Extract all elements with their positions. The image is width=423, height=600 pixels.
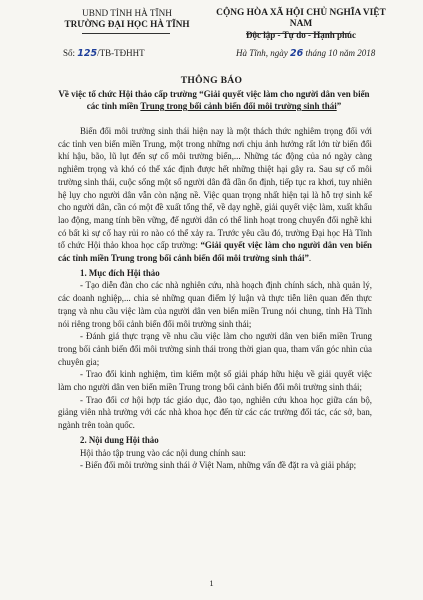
subject-end: ”: [336, 101, 342, 111]
agency-name: UBND TỈNH HÀ TĨNH: [82, 8, 172, 18]
intro-paragraph: [58, 125, 372, 265]
section-2-heading: 2. Nội dung Hội thảo: [80, 434, 159, 445]
motto-underline: [246, 33, 350, 34]
doc-no-handwritten: 125: [77, 48, 98, 59]
date-prefix: Hà Tĩnh, ngày: [236, 48, 288, 58]
school-name: TRƯỜNG ĐẠI HỌC HÀ TĨNH: [64, 19, 190, 29]
document-title: THÔNG BÁO: [180, 75, 243, 86]
document-number: [63, 48, 145, 59]
country-name: CỘNG HÒA XÃ HỘI CHỦ NGHĨA VIỆT NAM: [216, 8, 386, 29]
section-1-item: - Trao đổi kinh nghiệm, tìm kiếm một số giải pháp hữu hiệu về giải quyết việc làm cho người dân ven biển miền Trung trong bối cảnh biến đổi môi trường sinh thái;: [58, 369, 372, 393]
intro-bold-title: “Giải quyết việc làm cho người dân ven biển các tỉnh miền Trung trong bối cảnh biến đổi môi trường sinh thái”: [58, 240, 372, 264]
section-1-item: - Đánh giá thực trạng về nhu cầu việc làm cho người dân ven biển miền Trung trong bối cảnh biến đổi môi trường sinh thái trong thời gian qua, tham vấn góc nhìn của chuyên gia;: [58, 331, 372, 367]
national-header: [206, 8, 396, 41]
section-2-item: - Biến đổi môi trường sinh thái ở Việt Nam, những vấn đề đặt ra và giải pháp;: [80, 460, 357, 471]
document-subject: [58, 88, 370, 112]
national-motto: Độc lập - Tự do - Hạnh phúc: [245, 30, 356, 40]
document-body: [58, 125, 372, 472]
date-suffix: tháng 10 năm 2018: [305, 48, 376, 58]
subject-text: Về việc tổ chức Hội thảo cấp trường “Giải quyết việc làm cho người dân ven biển các tỉnh miền: [58, 89, 370, 111]
date-day-handwritten: 26: [290, 48, 304, 59]
subject-underlined: Trung trong bối cảnh biến đổi môi trường sinh thái: [140, 101, 337, 111]
doc-no-suffix: /TB-TĐHHT: [97, 48, 145, 58]
section-1-heading: 1. Mục đích Hội thảo: [80, 267, 160, 278]
date-line: [236, 48, 375, 59]
section-1-item: - Trao đổi cơ hội hợp tác giáo dục, đào tạo, nghiên cứu khoa học giữa cán bộ, giảng viên nhà trường với các nhà khoa học đến từ các các trường đối tác, các sở, ban, ngành trên toàn quốc.: [58, 394, 372, 431]
section-2-intro: Hội thảo tập trung vào các nội dung chính sau:: [80, 447, 246, 458]
issuer-underline: [82, 33, 170, 34]
doc-no-prefix: Số:: [63, 48, 76, 58]
page-number: 1: [209, 578, 214, 588]
section-1-item: - Tạo diễn đàn cho các nhà nghiên cứu, nhà hoạch định chính sách, nhà quản lý, các doanh nghiệp,... chia sẻ những quan điểm lý luận và thực tiễn liên quan đến thực trạng và nhu cầu việc làm của người dân ven biển miền Trung nói chung, tỉnh Hà Tĩnh nói riêng trong bối cảnh biến đổi môi trường sinh thái;: [58, 280, 372, 329]
issuer-block: [52, 8, 202, 30]
intro-text: Biến đổi môi trường sinh thái hiện nay là một thách thức nghiêm trọng đối với các tỉnh ven biển miền Trung, một trong những nơi chịu ảnh hưởng rất lớn từ biến đổi khí hậu, bão, lũ lụt đến sự cố môi trường biển,... Những tác động của nó ngày càng nghiêm trọng và khó có thể xác định được hết những thiệt hại gây ra. Sau sự cố môi trường sinh thái, cuộc sống một số người dân đã dần ổn định, tiếp tục ra khơi, tuy nhiên hệ lụy cho người dân vẫn còn nặng nề. Việc quan trọng nhất hiện tại là hỗ trợ sinh kế cho người dân, cần có một đề xuất tổng thể, về dạy nghề, giải quyết việc làm, xuất khẩu lao động, mang tính bền vững, để người dân có thể linh hoạt trong chuyển đổi nghề khi có bất kì sự cố hay rủi ro nào có thể xảy ra. Trước yêu cầu đó, trường Đại học Hà Tĩnh tổ chức Hội thảo khoa học cấp trường:: [58, 126, 372, 251]
intro-end: .: [308, 253, 312, 264]
